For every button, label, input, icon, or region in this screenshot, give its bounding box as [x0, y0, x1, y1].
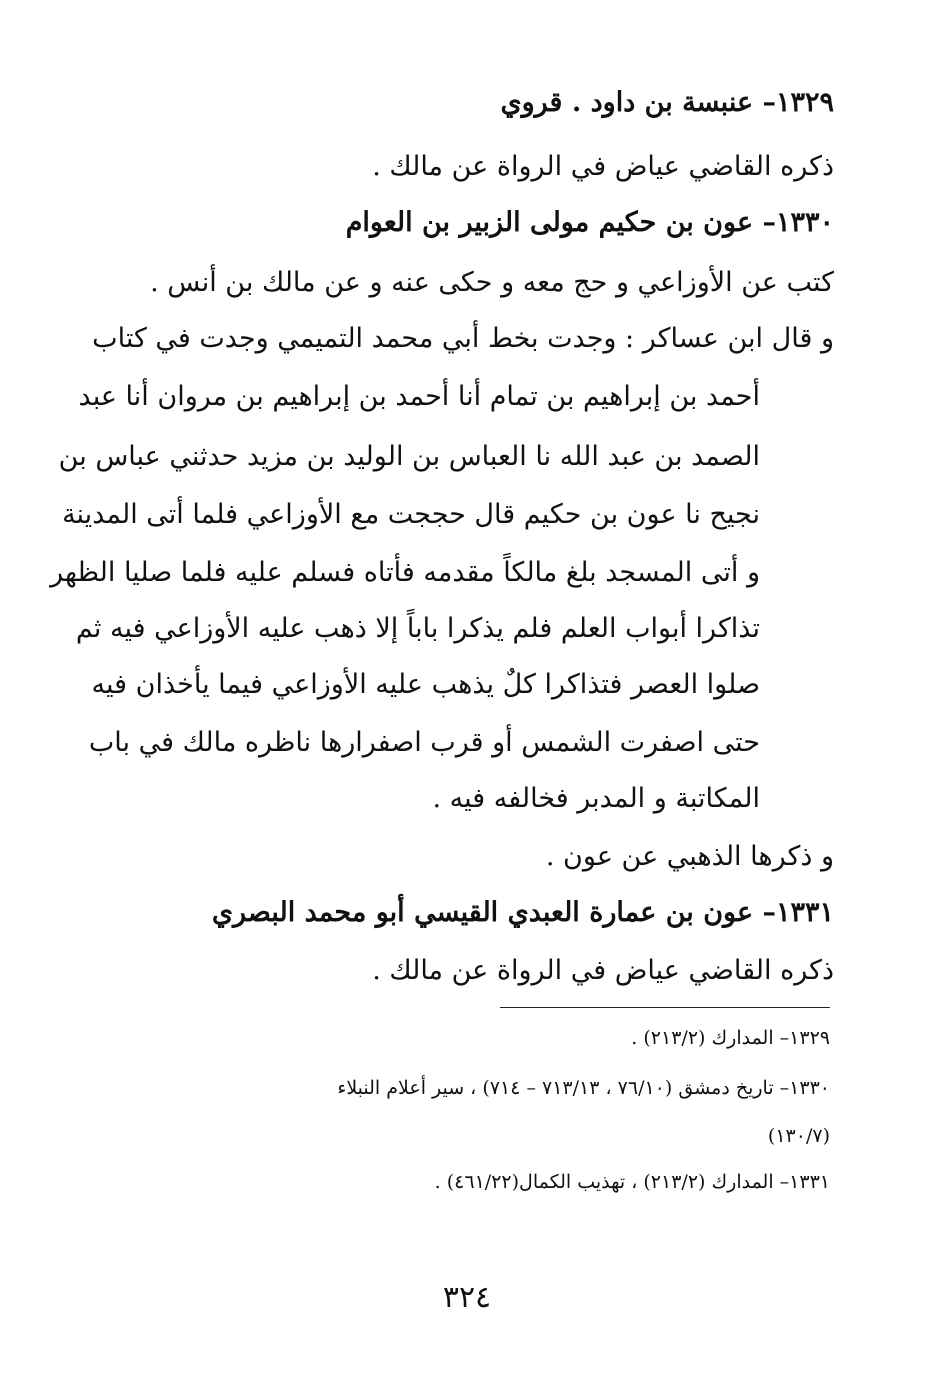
footnote-1330-continued: (١٣٠/٧) — [767, 1125, 830, 1147]
entry-1330-note: و ذكرها الذهبي عن عون . — [545, 841, 834, 872]
entry-1331-heading: ١٣٣١– عون بن عمارة العبدي القيسي أبو محمد البصري — [211, 897, 834, 928]
quote-line: المكاتبة و المدبر فخالفه فيه . — [432, 783, 760, 814]
quote-line: و أتى المسجد بلغ مالكاً مقدمه فأتاه فسلم عليه فلما صليا الظهر — [50, 557, 760, 588]
footnote-separator — [500, 1007, 830, 1008]
entry-1329-heading: ١٣٢٩– عنبسة بن داود . قروي — [500, 87, 834, 118]
entry-1331-note: ذكره القاضي عياض في الرواة عن مالك . — [372, 955, 834, 986]
entry-1330-text: كتب عن الأوزاعي و حج معه و حكى عنه و عن مالك بن أنس . — [150, 267, 834, 298]
footnote-1331: ١٣٣١– المدارك (٢١٣/٢) ، تهذيب الكمال(٤٦١/٢٢) . — [434, 1171, 830, 1193]
quote-line: أحمد بن إبراهيم بن تمام أنا أحمد بن إبراهيم بن مروان أنا عبد — [78, 381, 760, 412]
entry-1330-text: و قال ابن عساكر : وجدت بخط أبي محمد التميمي وجدت في كتاب — [92, 323, 834, 354]
quote-line: نجيح نا عون بن حكيم قال حججت مع الأوزاعي فلما أتى المدينة — [62, 499, 760, 530]
page-number: ٣٢٤ — [442, 1280, 492, 1315]
entry-1329-note: ذكره القاضي عياض في الرواة عن مالك . — [372, 151, 834, 182]
footnote-1330: ١٣٣٠– تاريخ دمشق (٧٦/١٠ ، ٧١٣/١٣ – ٧١٤) ، سير أعلام النبلاء — [337, 1077, 830, 1099]
quote-line: صلوا العصر فتذاكرا كلٌ يذهب عليه الأوزاعي فيما يأخذان فيه — [91, 669, 760, 700]
quote-line: حتى اصفرت الشمس أو قرب اصفرارها ناظره مالك في باب — [88, 727, 760, 758]
quote-line: الصمد بن عبد الله نا العباس بن الوليد بن مزيد حدثني عباس بن — [58, 441, 760, 472]
quote-line: تذاكرا أبواب العلم فلم يذكرا باباً إلا ذهب عليه الأوزاعي فيه ثم — [75, 613, 760, 644]
footnote-1329: ١٣٢٩– المدارك (٢١٣/٢) . — [631, 1027, 830, 1049]
entry-1330-heading: ١٣٣٠– عون بن حكيم مولى الزبير بن العوام — [345, 207, 834, 238]
